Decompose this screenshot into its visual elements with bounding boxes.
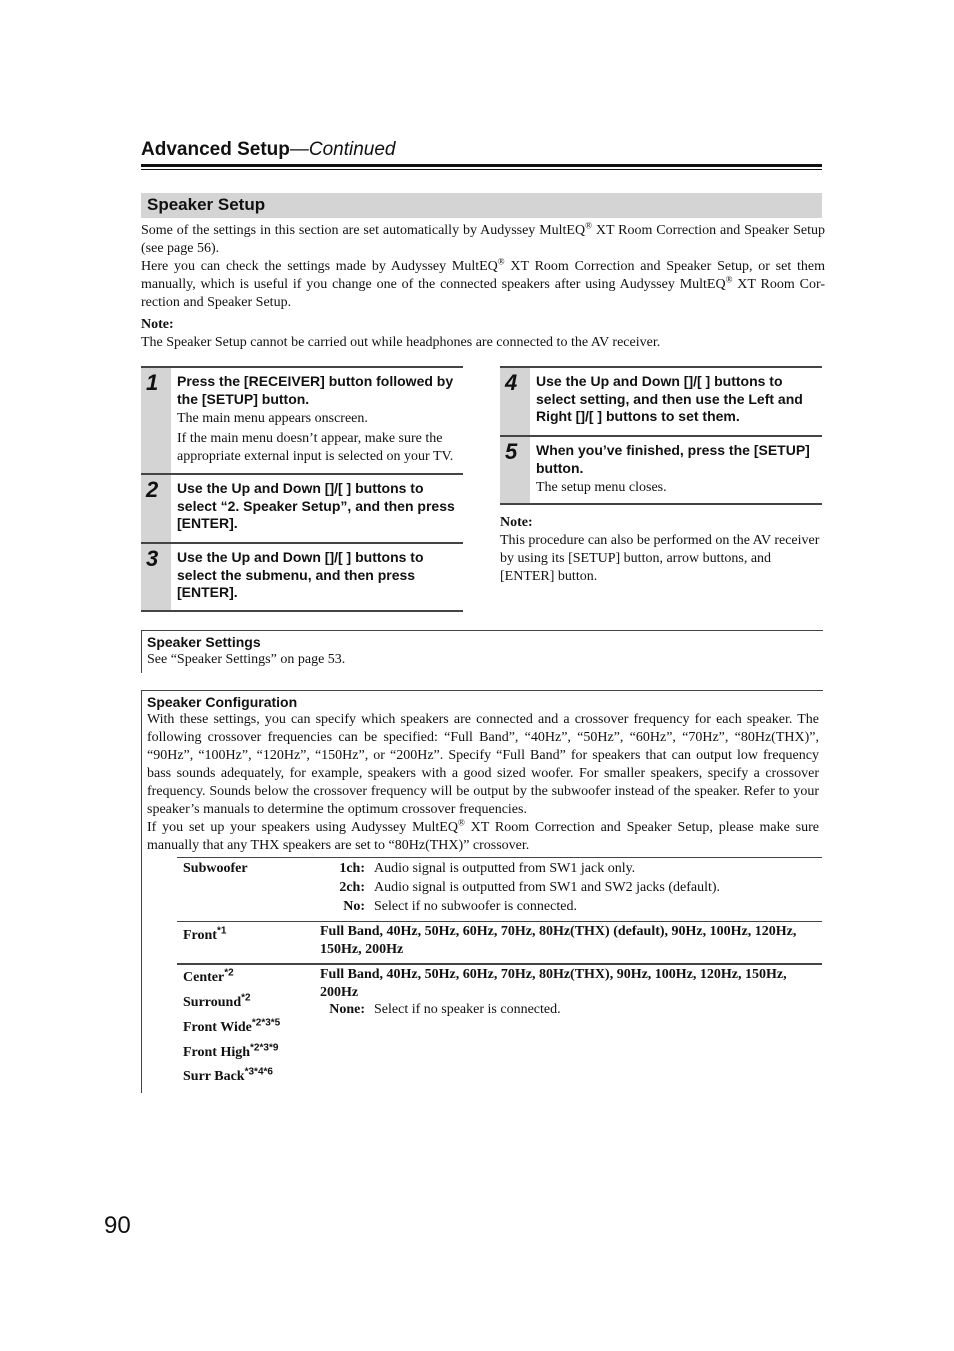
- header-title: Advanced Setup: [141, 139, 290, 160]
- footnote-ref: *2*3*5: [251, 1017, 281, 1029]
- surround-label: [183, 994, 251, 1012]
- intro-p2-b: XT Room Correction and Speaker Setup, or set them manually, which is useful if you change one of the connected speakers after using Audyssey MultEQ: [141, 259, 826, 292]
- step-1: [141, 366, 463, 474]
- subwoofer-option-key: 1ch:: [339, 861, 365, 876]
- section-title: Speaker Setup: [147, 195, 266, 214]
- step-content: [177, 549, 463, 602]
- intro-note-text: The Speaker Setup cannot be carried out while headphones are connected to the AV receiver.: [141, 335, 661, 350]
- intro-p1-a: Some of the settings in this section are set automatically by Audyssey MultEQ: [141, 223, 586, 238]
- none-option-text: Select if no speaker is connected.: [374, 1002, 561, 1017]
- intro-p1-b: XT Room Correction and Speaker Setup (see page 56).: [141, 223, 825, 256]
- step-number: 3: [146, 546, 159, 571]
- step-3: [141, 542, 463, 612]
- intro-p2-c: XT Room Cor- rection and Speaker Setup.: [141, 277, 825, 310]
- footnote-ref: *3*4*6: [244, 1066, 273, 1078]
- step-heading: When you’ve finished, press the [SETUP] button.: [536, 442, 810, 476]
- center-label: [183, 969, 234, 987]
- header-continued: —Continued: [289, 139, 396, 160]
- front-label: [183, 927, 226, 945]
- other-speaker-values: Full Band, 40Hz, 50Hz, 60Hz, 70Hz, 80Hz(THX), 90Hz, 100Hz, 120Hz, 150Hz, 200Hz: [320, 967, 787, 1000]
- step-content: [536, 442, 822, 497]
- subwoofer-option-key: No:: [343, 899, 365, 914]
- subwoofer-option-text: Audio signal is outputted from SW1 and SW2 jacks (default).: [374, 880, 721, 895]
- step-number: 4: [505, 370, 518, 395]
- registered-mark: ®: [497, 256, 505, 267]
- table-rule: [177, 857, 822, 858]
- config-p2-a: If you set up your speakers using Audyssey MultEQ: [147, 820, 458, 835]
- step-description: If the main menu doesn’t appear, make sure the appropriate external input is selected on your TV.: [177, 431, 454, 464]
- header-rule-thin: [141, 169, 822, 170]
- step-heading: Use the Up and Down []/[ ] buttons to select “2. Speaker Setup”, and then press [ENTER].: [177, 480, 455, 531]
- registered-mark: ®: [585, 220, 592, 231]
- front-wide-label: [183, 1019, 280, 1037]
- speaker-label: Front High: [183, 1045, 251, 1060]
- step-number-box: [500, 437, 530, 505]
- step-number-box: [141, 368, 171, 474]
- step-4: [500, 366, 822, 436]
- subwoofer-option-text: Audio signal is outputted from SW1 jack only.: [374, 861, 636, 876]
- registered-mark: ®: [457, 817, 465, 828]
- surr-back-label: [183, 1068, 273, 1086]
- subwoofer-option-text: Select if no subwoofer is connected.: [374, 899, 577, 914]
- none-option-key: None:: [329, 1002, 365, 1017]
- subwoofer-label: Subwoofer: [183, 861, 248, 876]
- step-content: [536, 373, 822, 426]
- footnote-ref: *2: [241, 992, 251, 1004]
- subwoofer-option-key: 2ch:: [339, 880, 365, 895]
- step-number-box: [500, 368, 530, 436]
- front-high-label: [183, 1044, 278, 1062]
- footnote-ref: *2*3*9: [250, 1042, 279, 1054]
- step-description: The main menu appears onscreen.: [177, 411, 368, 426]
- speaker-settings-title: Speaker Settings: [147, 634, 261, 650]
- intro-paragraph-2: [141, 258, 825, 312]
- step-heading: Use the Up and Down []/[ ] buttons to select the submenu, and then press [ENTER].: [177, 549, 424, 600]
- step-content: [177, 480, 463, 533]
- steps-bottom-rule: [141, 610, 463, 612]
- right-note: [500, 514, 825, 586]
- note-text: This procedure can also be performed on the AV receiver by using its [SETUP] button, arrow buttons, and [ENTER] button.: [500, 533, 820, 584]
- speaker-configuration-title: Speaker Configuration: [147, 694, 298, 710]
- step-number: 2: [146, 477, 159, 502]
- step-heading: Press the [RECEIVER] button followed by the [SETUP] button.: [177, 373, 454, 407]
- intro-paragraph-1: [141, 222, 825, 258]
- step-number: 1: [146, 370, 159, 395]
- step-content: [177, 373, 463, 466]
- note-label: Note:: [500, 515, 533, 530]
- step-5: [500, 435, 822, 505]
- step-2: [141, 473, 463, 543]
- table-rule: [177, 921, 822, 922]
- speaker-settings-text: See “Speaker Settings” on page 53.: [147, 652, 346, 667]
- steps-bottom-rule: [500, 503, 822, 505]
- speaker-configuration-paragraph-2: [147, 819, 819, 855]
- intro-p2-a: Here you can check the settings made by Audyssey MultEQ: [141, 259, 498, 274]
- intro-text: [141, 222, 825, 352]
- page-number: 90: [104, 1212, 131, 1239]
- step-heading: Use the Up and Down []/[ ] buttons to select setting, and then use the Left and Right []/[ ] buttons to set them.: [536, 373, 803, 424]
- front-label-text: Front: [183, 928, 217, 943]
- speaker-label: Front Wide: [183, 1020, 252, 1035]
- header-rule: [141, 164, 822, 167]
- step-number: 5: [505, 439, 518, 464]
- footnote-ref: *2: [224, 967, 234, 979]
- front-values: Full Band, 40Hz, 50Hz, 60Hz, 70Hz, 80Hz(THX) (default), 90Hz, 100Hz, 120Hz, 150Hz, 200Hz: [320, 924, 797, 957]
- speaker-label: Surr Back: [183, 1069, 245, 1084]
- step-number-box: [141, 544, 171, 612]
- table-rule: [177, 963, 822, 965]
- section-title-bar: [141, 193, 822, 218]
- speaker-configuration-paragraph: With these settings, you can specify which speakers are connected and a crossover frequency for each speaker. The following crossover frequencies can be specified: “Full Band”, “40Hz”, “50Hz”, “60Hz”, “70Hz”, “80Hz(THX)”, “90Hz”, “100Hz”, “120Hz”, “150Hz”, or “200Hz”. Specify “Full Band” for speakers that can output low frequency bass sounds adequately, for example, speakers with a good sized woofer. For smaller speakers, specify a crossover frequency. Sounds below the crossover frequency will be output by the subwoofer instead of the speaker. Refer to your speaker’s manuals to determine the optimum crossover frequencies.: [147, 712, 819, 817]
- intro-note-label: Note:: [141, 317, 174, 332]
- step-description: The setup menu closes.: [536, 480, 667, 495]
- speaker-label: Center: [183, 970, 225, 985]
- footnote-ref: *1: [216, 925, 227, 937]
- config-p2-b: XT Room Correction and Speaker Setup, please make sure manually that any THX speakers are set to “80Hz(THX)” crossover.: [147, 820, 819, 853]
- page-header: [141, 139, 822, 161]
- speaker-label: Surround: [183, 995, 242, 1010]
- speaker-settings-box: [141, 630, 823, 673]
- registered-mark: ®: [725, 274, 733, 285]
- step-number-box: [141, 475, 171, 543]
